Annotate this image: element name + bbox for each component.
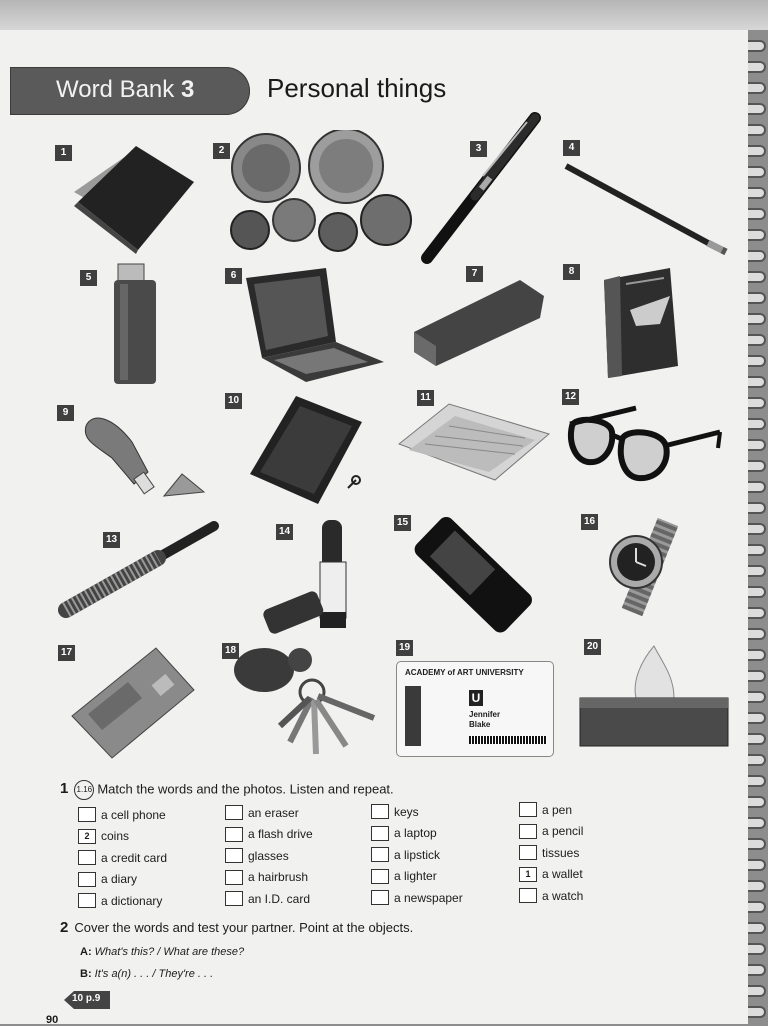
picture-number: 8 — [563, 264, 580, 280]
spiral-ring — [748, 355, 766, 367]
picture-number: 16 — [581, 514, 598, 530]
answer-box[interactable] — [519, 802, 537, 817]
wallet-icon — [66, 142, 198, 254]
id-card-last-name: Blake — [469, 720, 491, 729]
id-card-logo: U — [469, 690, 483, 706]
lighter-icon — [110, 258, 160, 388]
spiral-ring — [748, 208, 766, 220]
spiral-ring — [748, 103, 766, 115]
picture-number: 10 — [225, 393, 242, 409]
answer-box[interactable] — [225, 891, 243, 906]
word-option[interactable]: a laptop — [371, 823, 463, 845]
spiral-ring — [748, 670, 766, 682]
picture-number: 15 — [394, 515, 411, 531]
spiral-ring — [748, 40, 766, 52]
spiral-ring — [748, 985, 766, 997]
answer-box[interactable] — [371, 804, 389, 819]
spiral-ring — [748, 691, 766, 703]
answer-box[interactable] — [371, 869, 389, 884]
answer-box[interactable] — [225, 827, 243, 842]
answer-box[interactable] — [78, 807, 96, 822]
newspaper-icon — [395, 400, 555, 482]
word-option[interactable]: a lipstick — [371, 844, 463, 866]
spiral-ring — [748, 292, 766, 304]
exercise-2-instruction: 2 Cover the words and test your partner. Point at the objects. — [60, 919, 414, 936]
picture-number: 20 — [584, 639, 601, 655]
answer-box[interactable] — [371, 826, 389, 841]
pencil-icon — [560, 160, 730, 256]
picture-number: 11 — [417, 390, 434, 406]
picture-number: 3 — [470, 141, 487, 157]
picture-number: 9 — [57, 405, 74, 421]
picture-number: 18 — [222, 643, 239, 659]
word-option[interactable]: 2 coins — [78, 826, 167, 848]
spiral-ring — [748, 334, 766, 346]
hairbrush-icon — [58, 520, 220, 620]
glasses-icon — [564, 404, 726, 488]
spiral-ring — [748, 586, 766, 598]
answer-box[interactable] — [519, 824, 537, 839]
watch-icon — [600, 516, 686, 622]
spiral-ring — [748, 124, 766, 136]
dialog-line-a: A: What's this? / What are these? — [80, 946, 245, 958]
word-option[interactable]: a newspaper — [371, 887, 463, 909]
spiral-ring — [748, 922, 766, 934]
cell-phone-icon — [408, 516, 540, 634]
picture-number: 13 — [103, 532, 120, 548]
word-option[interactable]: a hairbrush — [225, 867, 313, 889]
picture-number: 14 — [276, 524, 293, 540]
page-reference[interactable]: 10 p.9 — [72, 993, 101, 1004]
picture-number: 4 — [563, 140, 580, 156]
spiral-ring — [748, 418, 766, 430]
spiral-ring — [748, 502, 766, 514]
picture-number: 2 — [213, 143, 230, 159]
spiral-ring — [748, 817, 766, 829]
word-option[interactable]: a pen — [519, 799, 583, 821]
spiral-ring — [748, 607, 766, 619]
binder-top-edge — [0, 0, 768, 30]
word-option[interactable]: 1 a wallet — [519, 864, 583, 886]
word-option[interactable]: a diary — [78, 869, 167, 891]
spiral-ring — [748, 82, 766, 94]
spiral-ring — [748, 775, 766, 787]
answer-box[interactable] — [371, 890, 389, 905]
word-option[interactable]: tissues — [519, 842, 583, 864]
word-option[interactable]: an I.D. card — [225, 888, 313, 910]
spiral-ring — [748, 166, 766, 178]
spiral-ring — [748, 61, 766, 73]
picture-number: 19 — [396, 640, 413, 656]
spiral-ring — [748, 838, 766, 850]
answer-box[interactable] — [519, 888, 537, 903]
spiral-ring — [748, 481, 766, 493]
laptop-icon — [240, 266, 388, 386]
word-option[interactable]: keys — [371, 801, 463, 823]
id-card-first-name: Jennifer — [469, 710, 501, 719]
answer-box[interactable]: 2 — [78, 829, 96, 844]
spiral-ring — [748, 712, 766, 724]
answer-box[interactable] — [371, 847, 389, 862]
dialog-line-b: B: It's a(n) . . . / They're . . . — [80, 968, 214, 980]
word-column-4 — [519, 799, 583, 907]
flash-drive-icon — [82, 412, 208, 502]
spiral-ring — [748, 397, 766, 409]
answer-box[interactable] — [225, 848, 243, 863]
keys-icon — [230, 642, 380, 760]
word-option[interactable]: a lighter — [371, 866, 463, 888]
id-card-school: ACADEMY of ART UNIVERSITY — [405, 668, 524, 677]
id-card-icon — [396, 661, 554, 757]
page-title: Personal things — [267, 73, 447, 103]
word-option[interactable]: glasses — [225, 845, 313, 867]
answer-box[interactable] — [519, 845, 537, 860]
spiral-ring — [748, 901, 766, 913]
lipstick-icon — [262, 516, 354, 636]
dictionary-icon — [600, 266, 682, 384]
word-option[interactable]: a credit card — [78, 847, 167, 869]
eraser-icon — [408, 276, 550, 370]
spiral-ring — [748, 229, 766, 241]
audio-track-icon: 1.16 — [74, 780, 94, 800]
coins-icon — [228, 130, 414, 254]
spiral-ring — [748, 649, 766, 661]
spiral-ring — [748, 880, 766, 892]
spiral-ring — [748, 859, 766, 871]
answer-box[interactable] — [225, 870, 243, 885]
spiral-ring — [748, 460, 766, 472]
picture-number: 7 — [466, 266, 483, 282]
word-column-1 — [78, 804, 167, 912]
spiral-ring — [748, 733, 766, 745]
picture-number: 17 — [58, 645, 75, 661]
spiral-ring — [748, 943, 766, 955]
answer-box[interactable] — [78, 893, 96, 908]
answer-box[interactable]: 1 — [519, 867, 537, 882]
spiral-ring — [748, 376, 766, 388]
spiral-ring — [748, 544, 766, 556]
pen-icon — [415, 108, 550, 268]
spiral-ring — [748, 565, 766, 577]
picture-number: 1 — [55, 145, 72, 161]
word-option[interactable]: a dictionary — [78, 890, 167, 912]
word-option[interactable]: an eraser — [225, 802, 313, 824]
spiral-ring — [748, 271, 766, 283]
word-column-3 — [371, 801, 463, 909]
spiral-ring — [748, 1006, 766, 1018]
word-option[interactable]: a flash drive — [225, 824, 313, 846]
exercise-1-instruction: 1 1.16 Match the words and the photos. Listen and repeat. — [60, 780, 394, 800]
picture-number: 5 — [80, 270, 97, 286]
spiral-ring — [748, 439, 766, 451]
diary-icon — [244, 392, 370, 512]
spiral-ring — [748, 628, 766, 640]
spiral-ring — [748, 796, 766, 808]
spiral-ring — [748, 145, 766, 157]
word-option[interactable]: a pencil — [519, 821, 583, 843]
spiral-ring — [748, 754, 766, 766]
answer-box[interactable] — [225, 805, 243, 820]
picture-number: 6 — [225, 268, 242, 284]
spiral-ring — [748, 313, 766, 325]
spiral-ring — [748, 187, 766, 199]
picture-number: 12 — [562, 389, 579, 405]
spiral-ring — [748, 523, 766, 535]
page-number: 90 — [46, 1014, 59, 1026]
answer-box[interactable] — [78, 872, 96, 887]
tissues-icon — [576, 640, 732, 752]
word-column-2 — [225, 802, 313, 910]
word-bank-label: Word Bank 3 — [56, 76, 195, 103]
answer-box[interactable] — [78, 850, 96, 865]
word-option[interactable]: a watch — [519, 885, 583, 907]
spiral-ring — [748, 964, 766, 976]
spiral-ring — [748, 250, 766, 262]
spiral-binding — [746, 40, 768, 1024]
credit-card-icon — [68, 644, 198, 762]
word-option[interactable]: a cell phone — [78, 804, 167, 826]
